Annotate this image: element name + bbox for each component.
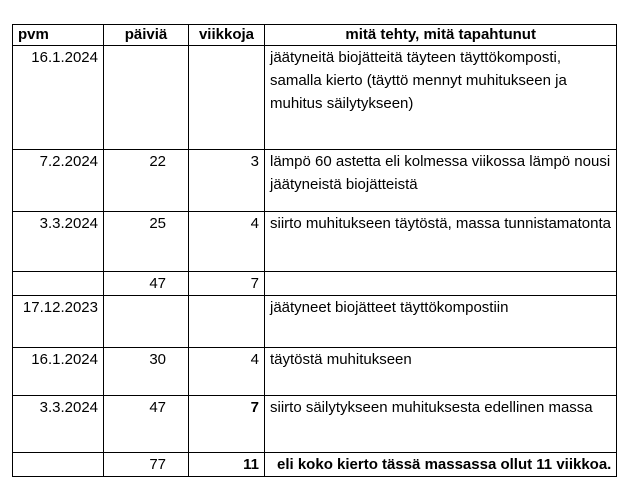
cell-viikkoja[interactable]: 3 [189, 150, 265, 212]
cell-description[interactable]: lämpö 60 astetta eli kolmessa viikossa lämpö nousi jäätyneistä biojätteistä [265, 150, 617, 212]
cell-paivia[interactable]: 25 [104, 212, 189, 272]
table-row [13, 296, 617, 348]
cell-pvm[interactable] [13, 272, 104, 296]
table-row [13, 348, 617, 396]
header-viikkoja[interactable]: viikkoja [189, 25, 265, 46]
cell-paivia[interactable]: 22 [104, 150, 189, 212]
cell-paivia[interactable] [104, 296, 189, 348]
cell-description[interactable]: täytöstä muhitukseen [265, 348, 617, 396]
cell-paivia[interactable]: 47 [104, 272, 189, 296]
cell-pvm[interactable]: 7.2.2024 [13, 150, 104, 212]
cell-paivia[interactable]: 77 [104, 453, 189, 477]
cell-description[interactable]: jäätyneitä biojätteitä täyteen täyttökomposti, samalla kierto (täyttö mennyt muhitukseen ja muhitus säilytykseen) [265, 46, 617, 150]
table-row [13, 272, 617, 296]
header-pvm[interactable]: pvm [13, 25, 104, 46]
cell-description[interactable]: jäätyneet biojätteet täyttökompostiin [265, 296, 617, 348]
spreadsheet [12, 24, 617, 477]
cell-viikkoja[interactable] [189, 46, 265, 150]
cell-pvm[interactable]: 3.3.2024 [13, 212, 104, 272]
cell-description[interactable] [265, 272, 617, 296]
header-row [13, 25, 617, 46]
cell-pvm[interactable]: 3.3.2024 [13, 396, 104, 453]
cell-description-summary[interactable]: eli koko kierto tässä massassa ollut 11 viikkoa. [265, 453, 617, 477]
table-row [13, 46, 617, 150]
compost-log-table [12, 24, 617, 477]
cell-pvm[interactable]: 16.1.2024 [13, 46, 104, 150]
cell-description[interactable]: siirto säilytykseen muhituksesta edellinen massa [265, 396, 617, 453]
cell-viikkoja[interactable]: 4 [189, 212, 265, 272]
cell-paivia[interactable]: 30 [104, 348, 189, 396]
header-paivia[interactable]: päiviä [104, 25, 189, 46]
header-description[interactable]: mitä tehty, mitä tapahtunut [265, 25, 617, 46]
table-row [13, 396, 617, 453]
table-row [13, 150, 617, 212]
cell-description[interactable]: siirto muhitukseen täytöstä, massa tunnistamatonta [265, 212, 617, 272]
cell-viikkoja[interactable]: 11 [189, 453, 265, 477]
cell-viikkoja[interactable]: 7 [189, 396, 265, 453]
cell-viikkoja[interactable]: 7 [189, 272, 265, 296]
table-row [13, 212, 617, 272]
cell-paivia[interactable]: 47 [104, 396, 189, 453]
table-row [13, 453, 617, 477]
cell-paivia[interactable] [104, 46, 189, 150]
cell-pvm[interactable]: 17.12.2023 [13, 296, 104, 348]
cell-pvm[interactable]: 16.1.2024 [13, 348, 104, 396]
cell-pvm[interactable] [13, 453, 104, 477]
cell-viikkoja[interactable] [189, 296, 265, 348]
cell-viikkoja[interactable]: 4 [189, 348, 265, 396]
